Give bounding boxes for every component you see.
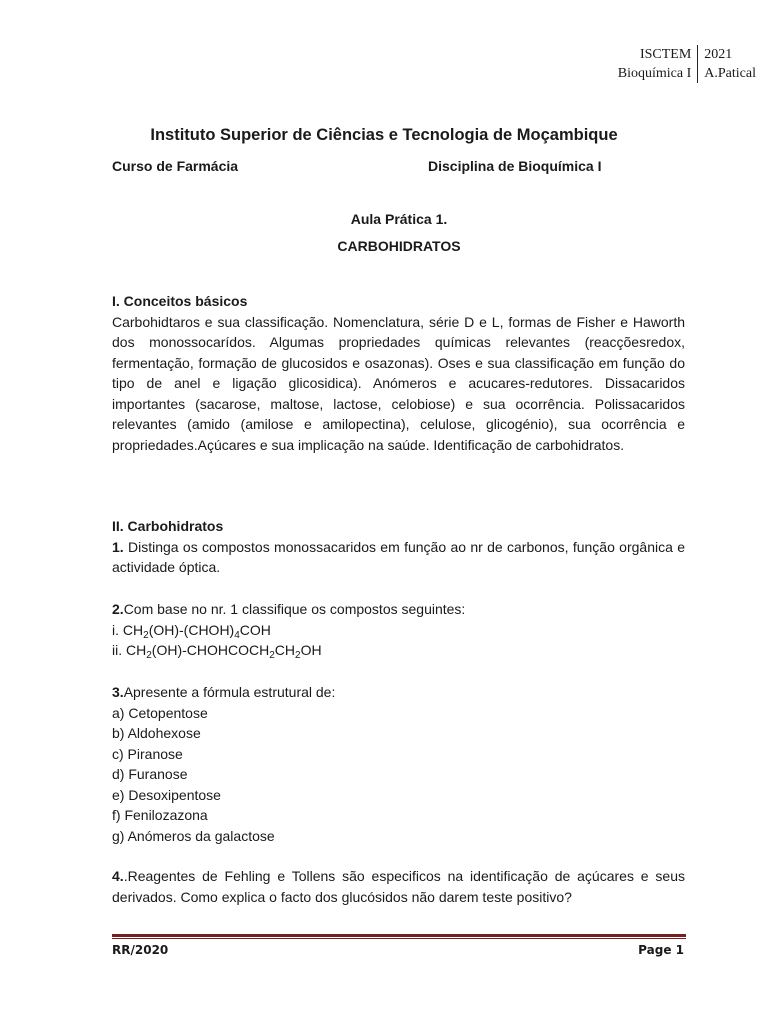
list-item: g) Anómeros da galactose [112, 827, 275, 844]
list-item: d) Furanose [112, 766, 188, 782]
section1-text: Carbohidtaros e sua classificação. Nomenclatura, série D e L, formas de Fisher e Haworth dos monossocarídos. Algumas propriedades químicas relevantes (reacçõesredox, fermentação, formação de glucosidos e osazonas). Oses e sua classificação em função do tipo de anel e ligação glicosidica). Anómeros e acucares-redutores. Dissacaridos importantes (sacarose, maltose, lactose, celobiose) e sua ocorrência. Polissacaridos relevantes (amido (amilose e amilopectina), celulose, glicogénio), sua ocorrência e propriedades.Açúcares e sua implicação na saúde. Identificação de carbohidratos. [112, 313, 685, 453]
question-1-text: Distinga os compostos monossacaridos em função ao nr de carbonos, função orgânica e actividade óptica. [112, 538, 685, 575]
list-item: f) Fenilozazona [112, 807, 208, 823]
header-left [618, 45, 699, 83]
header-right [698, 45, 756, 83]
list-item: a) Cetopentose [112, 704, 208, 721]
section2-heading: II. Carbohidratos [112, 518, 224, 534]
question-4-text: .Reagentes de Fehling e Tollens são especificos na identificação de açúcares e seus derivados. Como explica o facto dos glucósidos não darem teste positivo? [112, 868, 685, 905]
footer-left: RR/2020 [112, 943, 169, 957]
header-subject: Bioquímica I [617, 66, 692, 81]
question-4-number: 4. [112, 868, 124, 884]
question-2 [112, 599, 685, 661]
document-title: Instituto Superior de Ciências e Tecnologia de Moçambique [150, 126, 618, 144]
page-number: Page 1 [638, 943, 684, 957]
header-institution: ISCTEM [639, 47, 692, 62]
header-author: A.Patical [704, 66, 756, 81]
question-1-number: 1. [112, 538, 124, 555]
formula-i: i. $CH_2(OH)-(CHOH)_4COH$ [112, 621, 271, 641]
question-3 [112, 682, 685, 846]
footer-rule-thin [112, 938, 686, 939]
discipline-name: Disciplina de Bioquímica I [428, 158, 602, 174]
question-2-number: 2. [112, 601, 124, 617]
footer-rule-thick [112, 934, 686, 937]
list-item: b) Aldohexose [112, 725, 201, 741]
formula-ii: ii. $CH_2(OH)-CHOHCOCH_2CH_2OH$ [112, 642, 322, 661]
header-year: 2021 [704, 47, 733, 62]
question-4 [112, 866, 685, 907]
question-3-number: 3. [112, 684, 124, 700]
question-1 [112, 537, 685, 578]
lesson-title: Aula Prática 1. [350, 211, 448, 227]
list-item: c) Piranose [112, 745, 183, 762]
section1-heading: I. Conceitos básicos [112, 293, 248, 309]
list-item: e) Desoxipentose [112, 786, 221, 803]
course-name: Curso de Farmácia [112, 158, 239, 174]
page-header [618, 45, 756, 83]
section-carbohydrates [112, 516, 685, 578]
question-3-text: Apresente a fórmula estrutural de: [123, 684, 336, 700]
section-basic-concepts [112, 291, 685, 455]
question-2-text: Com base no nr. 1 classifique os compostos seguintes: [123, 601, 466, 617]
topic-title: CARBOHIDRATOS [337, 238, 461, 254]
